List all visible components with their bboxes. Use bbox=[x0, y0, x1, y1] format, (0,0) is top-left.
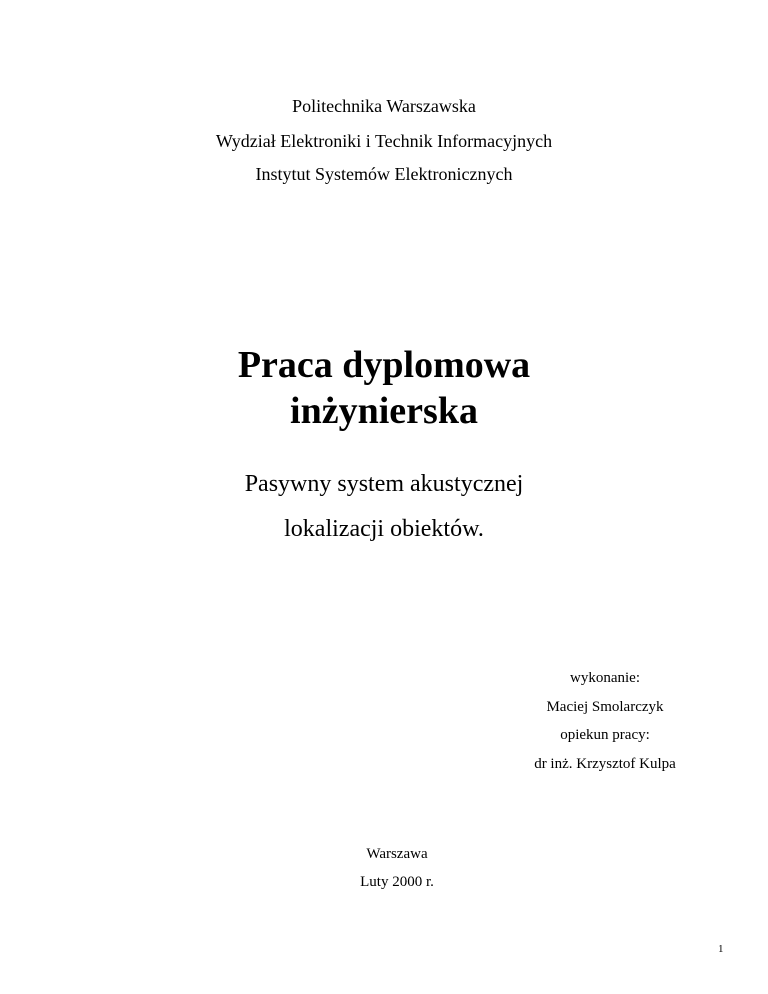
title-line-1: Praca dyplomowa bbox=[237, 344, 531, 386]
title-line-2: inżynierska bbox=[290, 390, 478, 432]
subtitle-line-2: lokalizacji obiektów. bbox=[284, 516, 484, 542]
author-label: wykonanie: bbox=[570, 670, 640, 686]
faculty-name: Wydział Elektroniki i Technik Informacyjnych bbox=[215, 131, 553, 151]
university-name: Politechnika Warszawska bbox=[292, 96, 476, 116]
city: Warszawa bbox=[366, 846, 428, 862]
supervisor-name: dr inż. Krzysztof Kulpa bbox=[534, 756, 676, 772]
supervisor-label: opiekun pracy: bbox=[560, 727, 650, 743]
author-name: Maciej Smolarczyk bbox=[546, 699, 664, 715]
subtitle-line-1: Pasywny system akustycznej bbox=[244, 471, 524, 497]
institute-name: Instytut Systemów Elektronicznych bbox=[255, 164, 513, 184]
date: Luty 2000 r. bbox=[360, 874, 434, 890]
page-number: 1 bbox=[718, 943, 724, 955]
